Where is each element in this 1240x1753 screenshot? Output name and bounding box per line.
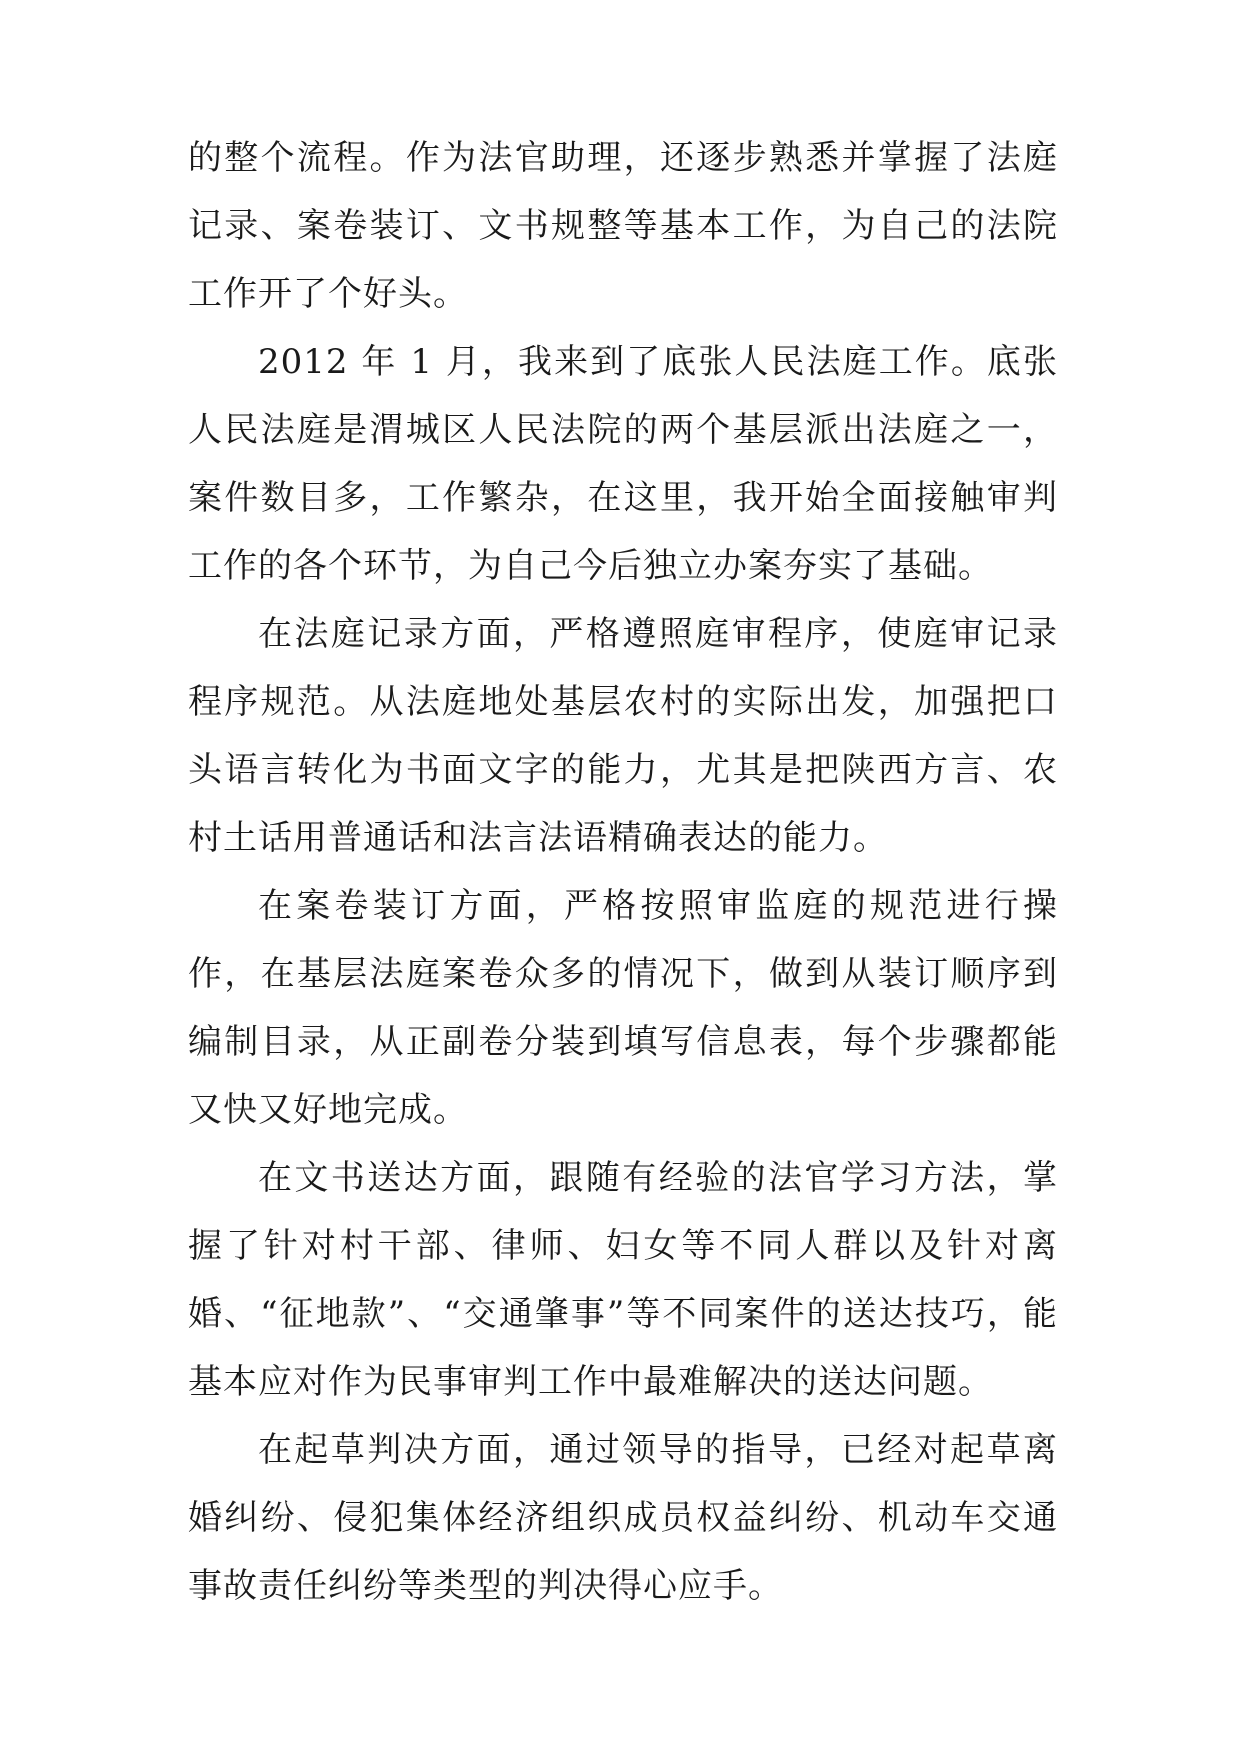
paragraph-judgment-drafting: 在起草判决方面，通过领导的指导，已经对起草离婚纠纷、侵犯集体经济组织成员权益纠纷、机动车交通事故责任纠纷等类型的判决得心应手。 bbox=[188, 1430, 1058, 1606]
paragraph-document-delivery: 在文书送达方面，跟随有经验的法官学习方法，掌握了针对村干部、律师、妇女等不同人群以及针对离婚、“征地款”、“交通肇事”等不同案件的送达技巧，能基本应对作为民事审判工作中最难解决的送达问题。 bbox=[188, 1158, 1058, 1402]
paragraph-workflow-intro: 的整个流程。作为法官助理，还逐步熟悉并掌握了法庭记录、案卷装订、文书规整等基本工作，为自己的法院工作开了个好头。 bbox=[188, 138, 1058, 314]
paragraph-dizhang-court: 2012 年 1 月，我来到了底张人民法庭工作。底张人民法庭是渭城区人民法院的两个基层派出法庭之一，案件数目多，工作繁杂，在这里，我开始全面接触审判工作的各个环节，为自己今后独立办案夯实了基础。 bbox=[188, 342, 1058, 586]
paragraph-case-binding: 在案卷装订方面，严格按照审监庭的规范进行操作，在基层法庭案卷众多的情况下，做到从装订顺序到编制目录，从正副卷分装到填写信息表，每个步骤都能又快又好地完成。 bbox=[188, 886, 1058, 1130]
document-body bbox=[188, 124, 1058, 1620]
paragraph-court-records: 在法庭记录方面，严格遵照庭审程序，使庭审记录程序规范。从法庭地处基层农村的实际出发，加强把口头语言转化为书面文字的能力，尤其是把陕西方言、农村土话用普通话和法言法语精确表达的能力。 bbox=[188, 614, 1058, 858]
